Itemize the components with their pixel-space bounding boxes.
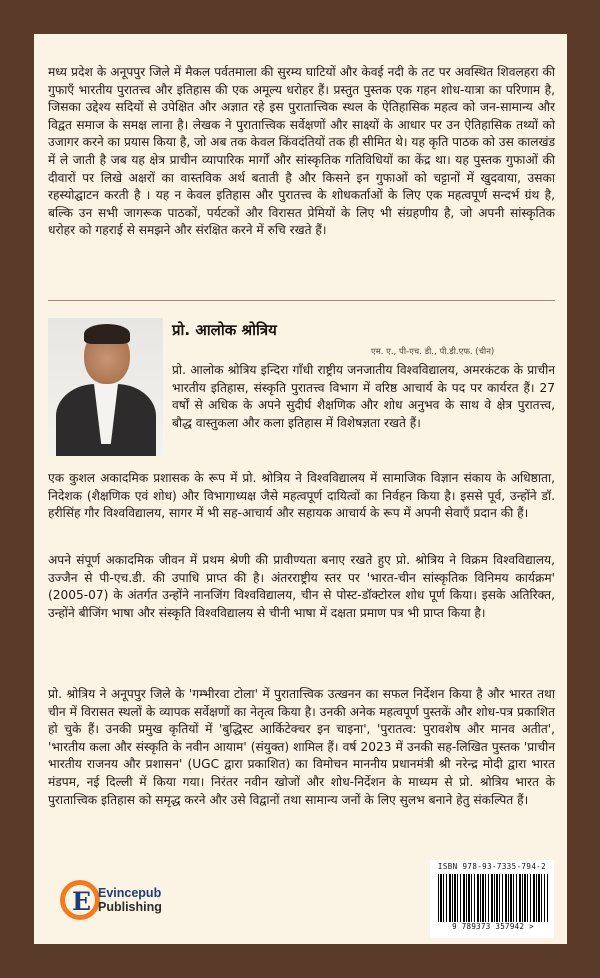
section-divider (48, 300, 555, 301)
publisher-subname: Publishing (98, 900, 162, 914)
publisher-logo-icon: E (60, 880, 100, 920)
barcode-digits: 9 789373 357942 > (452, 922, 534, 931)
author-paragraph: प्रो. श्रोत्रिय ने अनूपपुर जिले के 'गम्भीरवा टोला' में पुरातात्त्विक उत्खनन का सफल निर्देशन किया है और भारत तथा चीन में विरासत स्थलों के व्यापक सर्वेक्षणों का नेतृत्व किया है। उनकी अनेक महत्वपूर्ण पुस्तकें और शोध-पत्र प्रकाशित हो चुके हैं। उनकी प्रमुख कृतियों में 'बुद्धिस्ट आर्किटेक्चर इन चाइना', 'पुरातत्व: पुरावशेष और मानव अतीत', 'भारतीय कला और संस्कृति के नवीन आयाम' (संयुक्त) शामिल हैं। वर्ष 2023 में उनकी सह-लिखित पुस्तक 'प्राचीन भारतीय राजनय और प्रशासन' (UGC द्वारा प्रकाशित) का विमोचन माननीय प्रधानमंत्री श्री नरेन्द्र मोदी द्वारा भारत मंडपम, नई दिल्ली में किया गया। निरंतर नवीन खोजों और शोध-निर्देशन के माध्यम से प्रो. श्रोत्रिय भारत के पुरातात्त्विक इतिहास को समृद्ध करने और उसे विद्वानों तथा सामान्य जनों के लिए सुलभ बनाने हेतु संकल्पित हैं। (48, 687, 555, 807)
author-bio: प्रो. आलोक श्रोत्रिय इन्दिरा गाँधी राष्ट्रीय जनजातीय विश्वविद्यालय, अमरकंटक के प्राचीन भारतीय इतिहास, संस्कृति पुरातत्त्व विभाग में वरिष्ठ आचार्य के पद पर कार्यरत हैं। 27 वर्षों से अधिक के अपने सुदीर्घ शैक्षणिक और शोध अनुभव के साथ वे क्षेत्र पुरातत्त्व, बौद्ध वास्तुकला और कला इतिहास में विशेषज्ञता रखते हैं। (172, 363, 555, 430)
author-photo (48, 318, 163, 456)
author-paragraph: अपने संपूर्ण अकादमिक जीवन में प्रथम श्रेणी की प्रावीण्यता बनाए रखते हुए प्रो. श्रोत्रिय ने विक्रम विश्वविद्यालय, उज्जैन से पी-एच.डी. की उपाधि प्राप्त की है। अंतरराष्ट्रीय स्तर पर 'भारत-चीन सांस्कृतिक विनिमय कार्यक्रम' (2005-07) के अंतर्गत उन्होंने नानजिंग विश्वविद्यालय, चीन से पोस्ट-डॉक्टोरल शोध पूर्ण किया। इसके अतिरिक्त, उन्होंने बीजिंग भाषा और संस्कृति विश्वविद्यालय से चीनी भाषा में दक्षता प्रमाण पत्र भी प्राप्त किया है। (48, 553, 555, 620)
author-name: प्रो. आलोक श्रोत्रिय (172, 321, 277, 339)
publisher-logo (60, 876, 162, 926)
barcode-icon (438, 874, 548, 922)
publisher-name: Evincepub (98, 886, 162, 900)
book-description: मध्य प्रदेश के अनूपपुर जिले में मैकल पर्वतमाला की सुरम्य घाटियों और केवई नदी के तट पर अवस्थित शिवलहरा की गुफाएँ भारतीय पुरातत्त्व और इतिहास की एक अमूल्य धरोहर हैं। प्रस्तुत पुस्तक एक गहन शोध-यात्रा का परिणाम है, जिसका उद्देश्य सदियों से उपेक्षित और अज्ञात रहे इस पुरातात्त्विक स्थल के ऐतिहासिक महत्व को जन-सामान्य और विद्वत समाज के समक्ष लाना है। लेखक ने पुरातात्त्विक सर्वेक्षणों और साक्ष्यों के आधार पर उन ऐतिहासिक तथ्यों को उजागर करने का प्रयास किया है, जो अब तक केवल किंवदंतियों तक ही सीमित थे। यह कृति पाठक को उस कालखंड में ले जाती है जब यह क्षेत्र प्राचीन व्यापारिक मार्गों और सांस्कृतिक गतिविधियों का केंद्र था। यह पुस्तक गुफाओं की दीवारों पर लिखे अक्षरों का वास्तविक अर्थ बताती है और किसने इन गुफाओं को चट्टानों में खुदवाया, उसका रहस्योद्घाटन करती है । यह न केवल इतिहास और पुरातत्त्व के शोधकर्ताओं के लिए एक महत्वपूर्ण सन्दर्भ ग्रंथ है, बल्कि उन सभी जागरूक पाठकों, पर्यटकों और विरासत प्रेमियों के लिए भी संग्रहणीय है, जो अपनी सांस्कृतिक धरोहर को गहराई से समझने और संरक्षित करने में रुचि रखते हैं। (48, 65, 555, 238)
author-paragraph: एक कुशल अकादमिक प्रशासक के रूप में प्रो. श्रोत्रिय ने विश्वविद्यालय में सामाजिक विज्ञान संकाय के अधिष्ठाता, निदेशक (शैक्षणिक एवं शोध) और विभागाध्यक्ष जैसे महत्वपूर्ण दायित्वों का निर्वहन किया है। इससे पूर्व, उन्होंने डॉ. हरीसिंह गौर विश्वविद्यालय, सागर में भी सह-आचार्य और सहायक आचार्य के रूप में अपनी सेवाएँ प्रदान की हैं। (48, 471, 555, 521)
isbn-label: ISBN 978-93-7335-794-2 (437, 862, 547, 871)
author-degrees: एम. ए., पी-एच. डी., पी.डी.एफ. (चीन) (371, 347, 495, 357)
